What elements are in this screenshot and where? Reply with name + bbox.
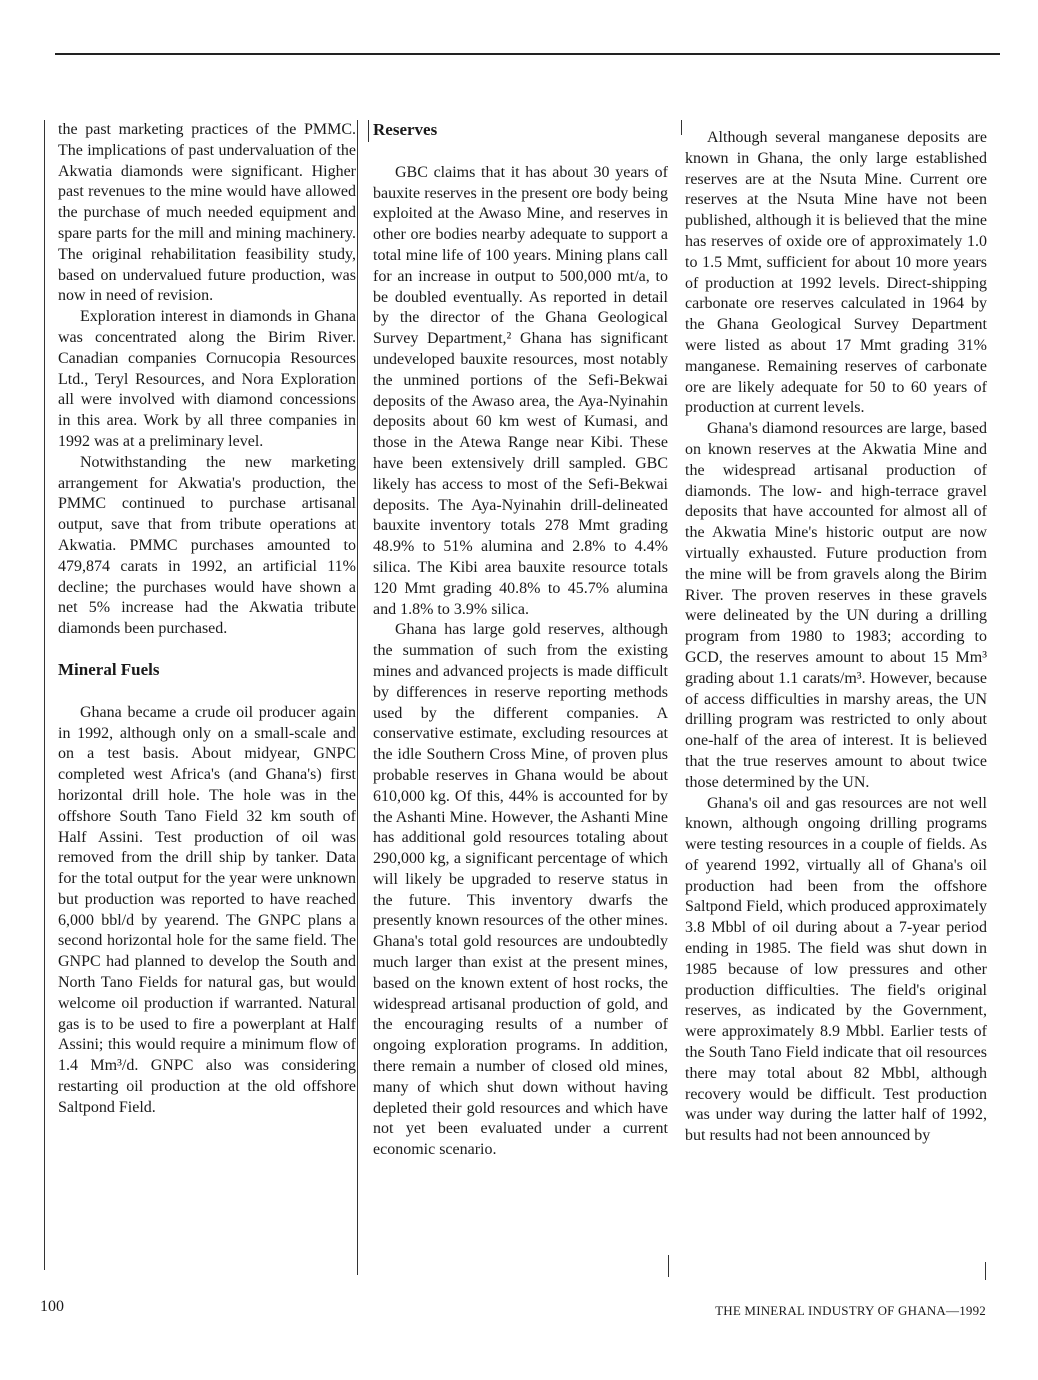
- column-rule-left: [44, 120, 45, 1270]
- paragraph: Although several manganese deposits are known in Ghana, the only large established reserves are at the Nsuta Mine. Current ore reserves at the Nsuta Mine have not been published, although it is believed that the mine has reserves of oxide ore of approximately 1.0 to 1.5 Mmt, sufficient for about 10 more years of production at 1992 levels. Direct-shipping carbonate ore reserves calculated in 1964 by the Ghana Geological Survey Department were listed as about 17 Mmt grading 31% manganese. Remaining reserves of carbonate ore are likely adequate for 50 to 60 years of production at current levels.: [685, 129, 987, 417]
- section-heading-reserves: Reserves: [373, 120, 438, 139]
- paragraph: Ghana has large gold reserves, although the summation of such from the existing mines and advanced projects is made difficult by differences in reserve reporting methods used by the different companies. A conservative estimate, excluding resources at the idle Southern Cross Mine, of proven plus probable reserves in Ghana would be about 610,000 kg. Of this, 44% is accounted for by the Ashanti Mine. However, the Ashanti Mine has additional gold resources totaling about 290,000 kg, a significant percentage of which will likely be upgraded to reserve status in the future. This inventory dwarfs the presently known resources of the other mines. Ghana's total gold resources are undoubtedly much larger than exist at the present mines, based on the known extent of host rocks, the widespread artisanal production of gold, and the encouraging results of a number of ongoing exploration programs. In addition, there remain a number of closed old mines, many of which shut down without having depleted their gold resources and which have not yet been evaluated under a current economic scenario.: [373, 621, 668, 1159]
- paragraph: GBC claims that it has about 30 years of bauxite reserves in the present ore body being exploited at the Awaso Mine, and reserves in other ore bodies nearby adequate to support a total mine life of 100 years. Mining plans call for an increase in output to 500,000 mt/a, to be doubled eventually. As reported in detail by the director of the Ghana Geological Survey Department,² Ghana has significant undeveloped bauxite resources, most notably the unmined portions of the Sefi-Bekwai deposits of the Awaso area, the Aya-Nyinahin deposits about 60 km west of Kumasi, and those in the Atewa Range near Kibi. These have been extensively drill sampled. GBC likely has access to most of the Sefi-Bekwai deposits. The Aya-Nyinahin drill-delineated bauxite inventory totals 278 Mmt grading 48.9% to 51% alumina and 2.8% to 4.4% silica. The Kibi area bauxite resource totals 120 Mmt grading 40.8% to 45.7% alumina and 1.8% to 3.9% silica.: [373, 163, 668, 618]
- text-column-1: [58, 120, 356, 1119]
- text-column-3: [685, 128, 987, 1147]
- section-heading-mineral-fuels: Mineral Fuels: [58, 659, 160, 679]
- column-rule-tick: [368, 120, 369, 142]
- page-number: 100: [40, 1298, 64, 1315]
- paragraph: Exploration interest in diamonds in Ghana was concentrated along the Birim River. Canadian companies Cornucopia Resources Ltd., Teryl Resources, and Nora Exploration all were involved with diamond concessions in this area. Work by all three companies in 1992 was at a preliminary level.: [58, 308, 356, 450]
- text-column-2: [373, 120, 668, 1161]
- header-rule: [55, 53, 1000, 55]
- running-title: THE MINERAL INDUSTRY OF GHANA—1992: [715, 1303, 986, 1318]
- column-rule-middle: [357, 120, 358, 1275]
- column-rule-tick: [681, 120, 682, 135]
- paragraph: Notwithstanding the new marketing arrangement for Akwatia's production, the PMMC continued to purchase artisanal output, save that from tribute operations at Akwatia. PMMC purchases amounted to 479,874 carats in 1992, an artificial 11% decline; the purchases would have shown a net 5% increase had the Akwatia tribute diamonds been purchased.: [58, 453, 356, 638]
- paragraph: Ghana's oil and gas resources are not well known, although ongoing drilling programs were testing resources in a couple of fields. As of yearend 1992, virtually all of Ghana's oil production had been from the offshore Saltpond Field, which produced approximately 3.8 Mbbl of oil during about a 7-year period ending in 1985. The field was shut down in 1985 because of low pressures and other production difficulties. The field's original reserves, as indicated by the Government, were approximately 8.9 Mbbl. Earlier tests of the South Tano Field indicate that oil resources there may total about 82 Mbbl, although recovery would be difficult. Test production was under way during the latter half of 1992, but results had not been announced by: [685, 794, 987, 1145]
- column-rule-tick: [985, 1262, 986, 1280]
- paragraph: Ghana became a crude oil producer again in 1992, although only on a small-scale and on a test basis. About midyear, GNPC completed west Africa's (and Ghana's) first horizontal drill hole. The hole was in the offshore South Tano Field 32 km south of Half Assini. Test production of oil was removed from the drill ship by tanker. Data for the total output for the year were unknown but production was reported to have reached 6,000 bbl/d by yearend. The GNPC plans a second horizontal hole for the same field. The GNPC had planned to develop the South and North Tano Fields for natural gas, but would welcome oil production if warranted. Natural gas is to be used to fire a powerplant at Half Assini; this would require a minimum flow of 1.4 Mm³/d. GNPC also was considering restarting oil production at the old offshore Saltpond Field.: [58, 703, 356, 1116]
- paragraph: Ghana's diamond resources are large, based on known reserves at the Akwatia Mine and the widespread artisanal production of diamonds. The low- and high-terrace gravel deposits that have accounted for almost all of the Akwatia Mine's historic output are now virtually exhausted. Future production from the mine will be from gravels along the Birim River. The proven reserves in these gravels were delineated by the UN during a drilling program from 1980 to 1983; according to GCD, the reserves amount to about 15 Mm³ grading about 1.1 carats/m³. However, because of access difficulties in marshy areas, the UN drilling program was restricted to only about one-half of the area of interest. It is believed that the true reserves amount to about twice those determined by the UN.: [685, 420, 987, 791]
- column-rule-tick: [668, 1255, 669, 1277]
- paragraph: the past marketing practices of the PMMC. The implications of past undervaluation of the Akwatia diamonds were significant. Higher past revenues to the mine would have allowed the purchase of much needed equipment and spare parts for the mill and mining machinery. The original rehabilitation feasibility study, based on undervalued future production, was now in need of revision.: [58, 121, 356, 305]
